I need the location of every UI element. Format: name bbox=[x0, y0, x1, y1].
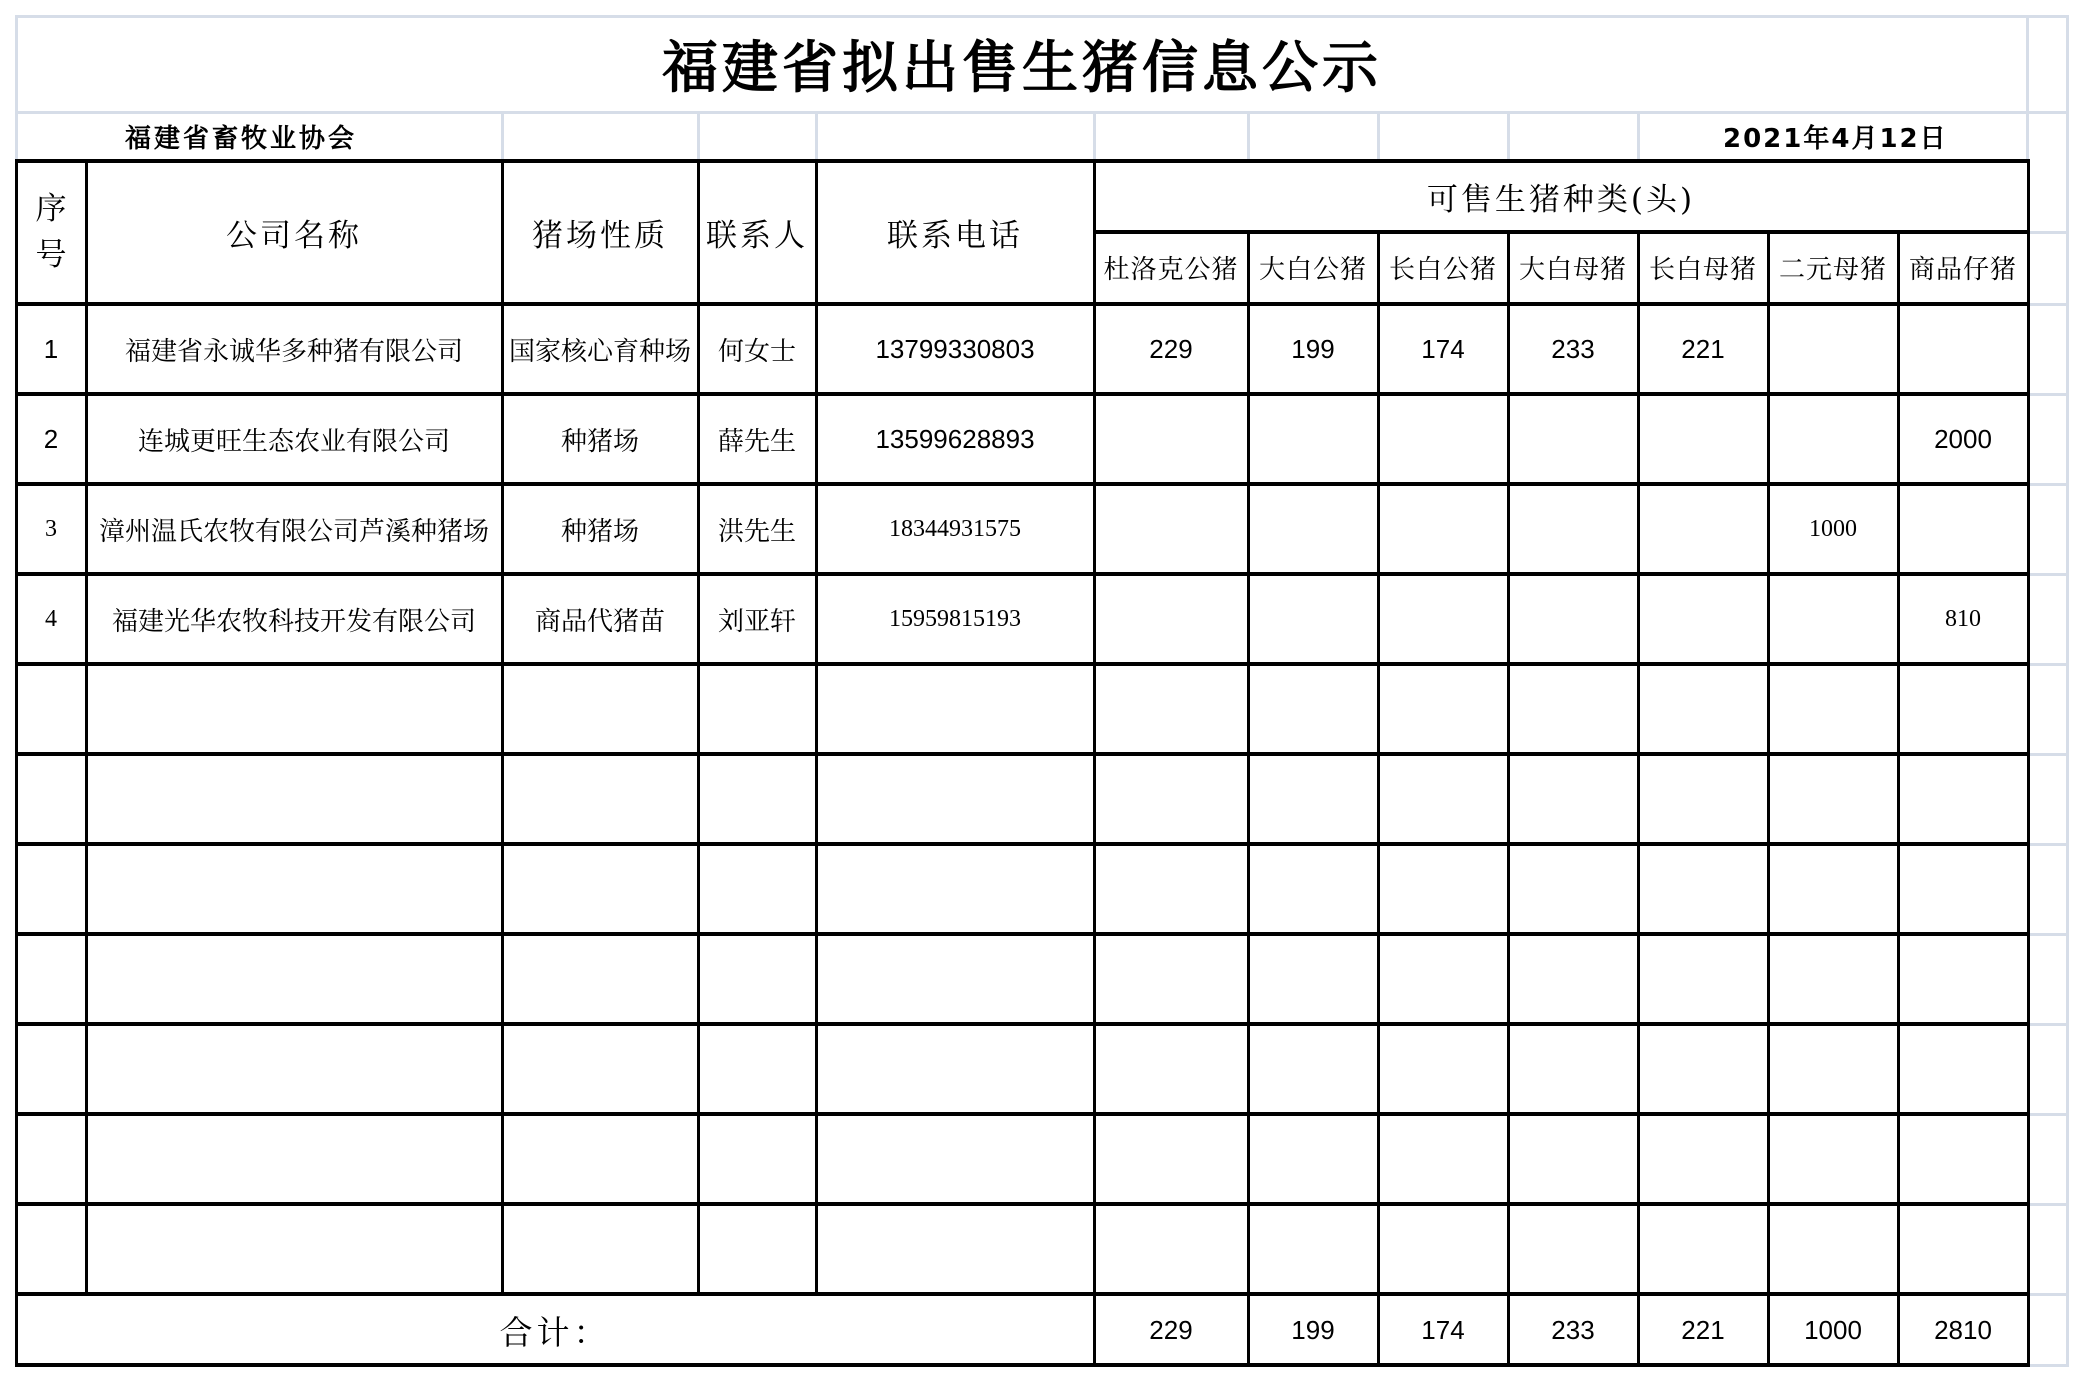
header-contact: 联系人 bbox=[706, 217, 808, 254]
empty-table-row bbox=[16, 665, 2028, 753]
row-4-phone: 15959815193 bbox=[889, 605, 1021, 632]
empty-table-row bbox=[16, 1205, 2028, 1293]
row-2-count-large-white-boar bbox=[1248, 395, 1378, 483]
gridline bbox=[2028, 753, 2068, 756]
gridline bbox=[1247, 112, 1250, 160]
row-3-count-large-white-boar bbox=[1248, 485, 1378, 573]
row-4-count-commercial-piglet: 810 bbox=[1945, 605, 1981, 632]
row-1-count-landrace-boar: 174 bbox=[1421, 333, 1465, 364]
row-3-count-landrace-boar bbox=[1378, 485, 1508, 573]
row-1-phone: 13799330803 bbox=[875, 333, 1035, 364]
row-3-count-crossbred-sow: 1000 bbox=[1809, 515, 1857, 542]
gridline bbox=[2028, 1113, 2068, 1116]
row-3-index: 3 bbox=[45, 515, 57, 542]
row-1-count-large-white-sow: 233 bbox=[1551, 333, 1595, 364]
row-2-index: 2 bbox=[43, 423, 59, 454]
gridline bbox=[1093, 112, 1096, 160]
row-3-count-large-white-sow bbox=[1508, 485, 1638, 573]
gridline bbox=[2066, 15, 2069, 1367]
row-4-count-duroc-boar bbox=[1094, 575, 1248, 663]
gridline bbox=[2028, 483, 2068, 486]
total-count-large-white-boar: 199 bbox=[1291, 1314, 1335, 1345]
header-category-crossbred-sow: 二元母猪 bbox=[1778, 255, 1887, 285]
header-phone: 联系电话 bbox=[887, 217, 1023, 254]
empty-table-row bbox=[16, 1115, 2028, 1203]
row-1-company: 福建省永诚华多种猪有限公司 bbox=[124, 336, 463, 367]
date-label: 2021年4月12日 bbox=[1723, 124, 1948, 154]
total-count-crossbred-sow: 1000 bbox=[1804, 1314, 1862, 1345]
page-title: 福建省拟出售生猪信息公示 bbox=[662, 36, 1382, 101]
total-count-landrace-boar: 174 bbox=[1421, 1314, 1465, 1345]
row-4-company: 福建光华农牧科技开发有限公司 bbox=[111, 606, 476, 637]
row-4-count-large-white-sow bbox=[1508, 575, 1638, 663]
row-2-count-duroc-boar bbox=[1094, 395, 1248, 483]
header-index-line2: 号 bbox=[35, 237, 67, 273]
header-farm-type: 猪场性质 bbox=[532, 217, 668, 254]
gridline bbox=[2028, 573, 2068, 576]
gridline bbox=[815, 112, 818, 160]
row-2-phone: 13599628893 bbox=[875, 423, 1035, 454]
row-1-count-crossbred-sow bbox=[1768, 305, 1898, 393]
header-category-large-white-boar: 大白公猪 bbox=[1258, 255, 1367, 285]
row-4-count-crossbred-sow bbox=[1768, 575, 1898, 663]
total-count-commercial-piglet: 2810 bbox=[1934, 1314, 1992, 1345]
gridline bbox=[2028, 303, 2068, 306]
organization-label: 福建省畜牧业协会 bbox=[125, 124, 358, 154]
row-1-index: 1 bbox=[43, 333, 59, 364]
gridline bbox=[2028, 933, 2068, 936]
row-2-count-landrace-boar bbox=[1378, 395, 1508, 483]
gridline bbox=[2028, 843, 2068, 846]
empty-table-row bbox=[16, 755, 2028, 843]
row-2-count-large-white-sow bbox=[1508, 395, 1638, 483]
row-3-company: 漳州温氏农牧有限公司芦溪种猪场 bbox=[98, 516, 489, 547]
gridline bbox=[2028, 1203, 2068, 1206]
empty-table-row bbox=[16, 935, 2028, 1023]
total-count-duroc-boar: 229 bbox=[1149, 1314, 1193, 1345]
header-category-landrace-boar: 长白公猪 bbox=[1388, 255, 1497, 285]
total-label: 合计： bbox=[499, 1312, 611, 1352]
row-4-index: 4 bbox=[45, 605, 57, 632]
gridline bbox=[1377, 112, 1380, 160]
total-count-large-white-sow: 233 bbox=[1551, 1314, 1595, 1345]
row-4-contact: 刘亚轩 bbox=[717, 606, 796, 637]
empty-table-row bbox=[16, 845, 2028, 933]
row-2-count-commercial-piglet: 2000 bbox=[1934, 423, 1992, 454]
row-3-count-commercial-piglet bbox=[1898, 485, 2028, 573]
row-4-count-landrace-boar bbox=[1378, 575, 1508, 663]
gridline bbox=[2028, 231, 2068, 234]
row-1-count-duroc-boar: 229 bbox=[1149, 333, 1193, 364]
row-2-count-crossbred-sow bbox=[1768, 395, 1898, 483]
row-2-farm-type: 种猪场 bbox=[560, 426, 639, 457]
row-2-contact: 薛先生 bbox=[717, 426, 796, 457]
row-4-count-large-white-boar bbox=[1248, 575, 1378, 663]
header-index-line1: 序 bbox=[35, 191, 67, 227]
header-category-commercial-piglet: 商品仔猪 bbox=[1908, 255, 2017, 285]
gridline bbox=[1507, 112, 1510, 160]
row-1-count-large-white-boar: 199 bbox=[1291, 333, 1335, 364]
row-3-contact: 洪先生 bbox=[717, 516, 796, 547]
gridline bbox=[2028, 393, 2068, 396]
row-1-farm-type: 国家核心育种场 bbox=[508, 336, 691, 367]
row-3-count-landrace-sow bbox=[1638, 485, 1768, 573]
row-3-farm-type: 种猪场 bbox=[560, 516, 639, 547]
row-2-company: 连城更旺生态农业有限公司 bbox=[137, 426, 450, 457]
header-category-group: 可售生猪种类(头) bbox=[1426, 181, 1696, 218]
header-company: 公司名称 bbox=[226, 217, 362, 254]
row-3-phone: 18344931575 bbox=[889, 515, 1021, 542]
gridline bbox=[697, 112, 700, 160]
gridline bbox=[2028, 1364, 2068, 1367]
row-1-contact: 何女士 bbox=[717, 336, 796, 367]
row-1-count-landrace-sow: 221 bbox=[1681, 333, 1725, 364]
row-4-count-landrace-sow bbox=[1638, 575, 1768, 663]
gridline bbox=[2028, 663, 2068, 666]
total-count-landrace-sow: 221 bbox=[1681, 1314, 1725, 1345]
row-3-count-duroc-boar bbox=[1094, 485, 1248, 573]
header-index bbox=[16, 161, 86, 303]
gridline bbox=[2028, 1293, 2068, 1296]
header-category-large-white-sow: 大白母猪 bbox=[1518, 255, 1627, 285]
row-2-count-landrace-sow bbox=[1638, 395, 1768, 483]
empty-table-row bbox=[16, 1025, 2028, 1113]
header-category-duroc-boar: 杜洛克公猪 bbox=[1103, 255, 1239, 285]
row-1-count-commercial-piglet bbox=[1898, 305, 2028, 393]
gridline bbox=[2028, 1023, 2068, 1026]
header-category-landrace-sow: 长白母猪 bbox=[1648, 255, 1757, 285]
row-4-farm-type: 商品代猪苗 bbox=[534, 606, 665, 637]
